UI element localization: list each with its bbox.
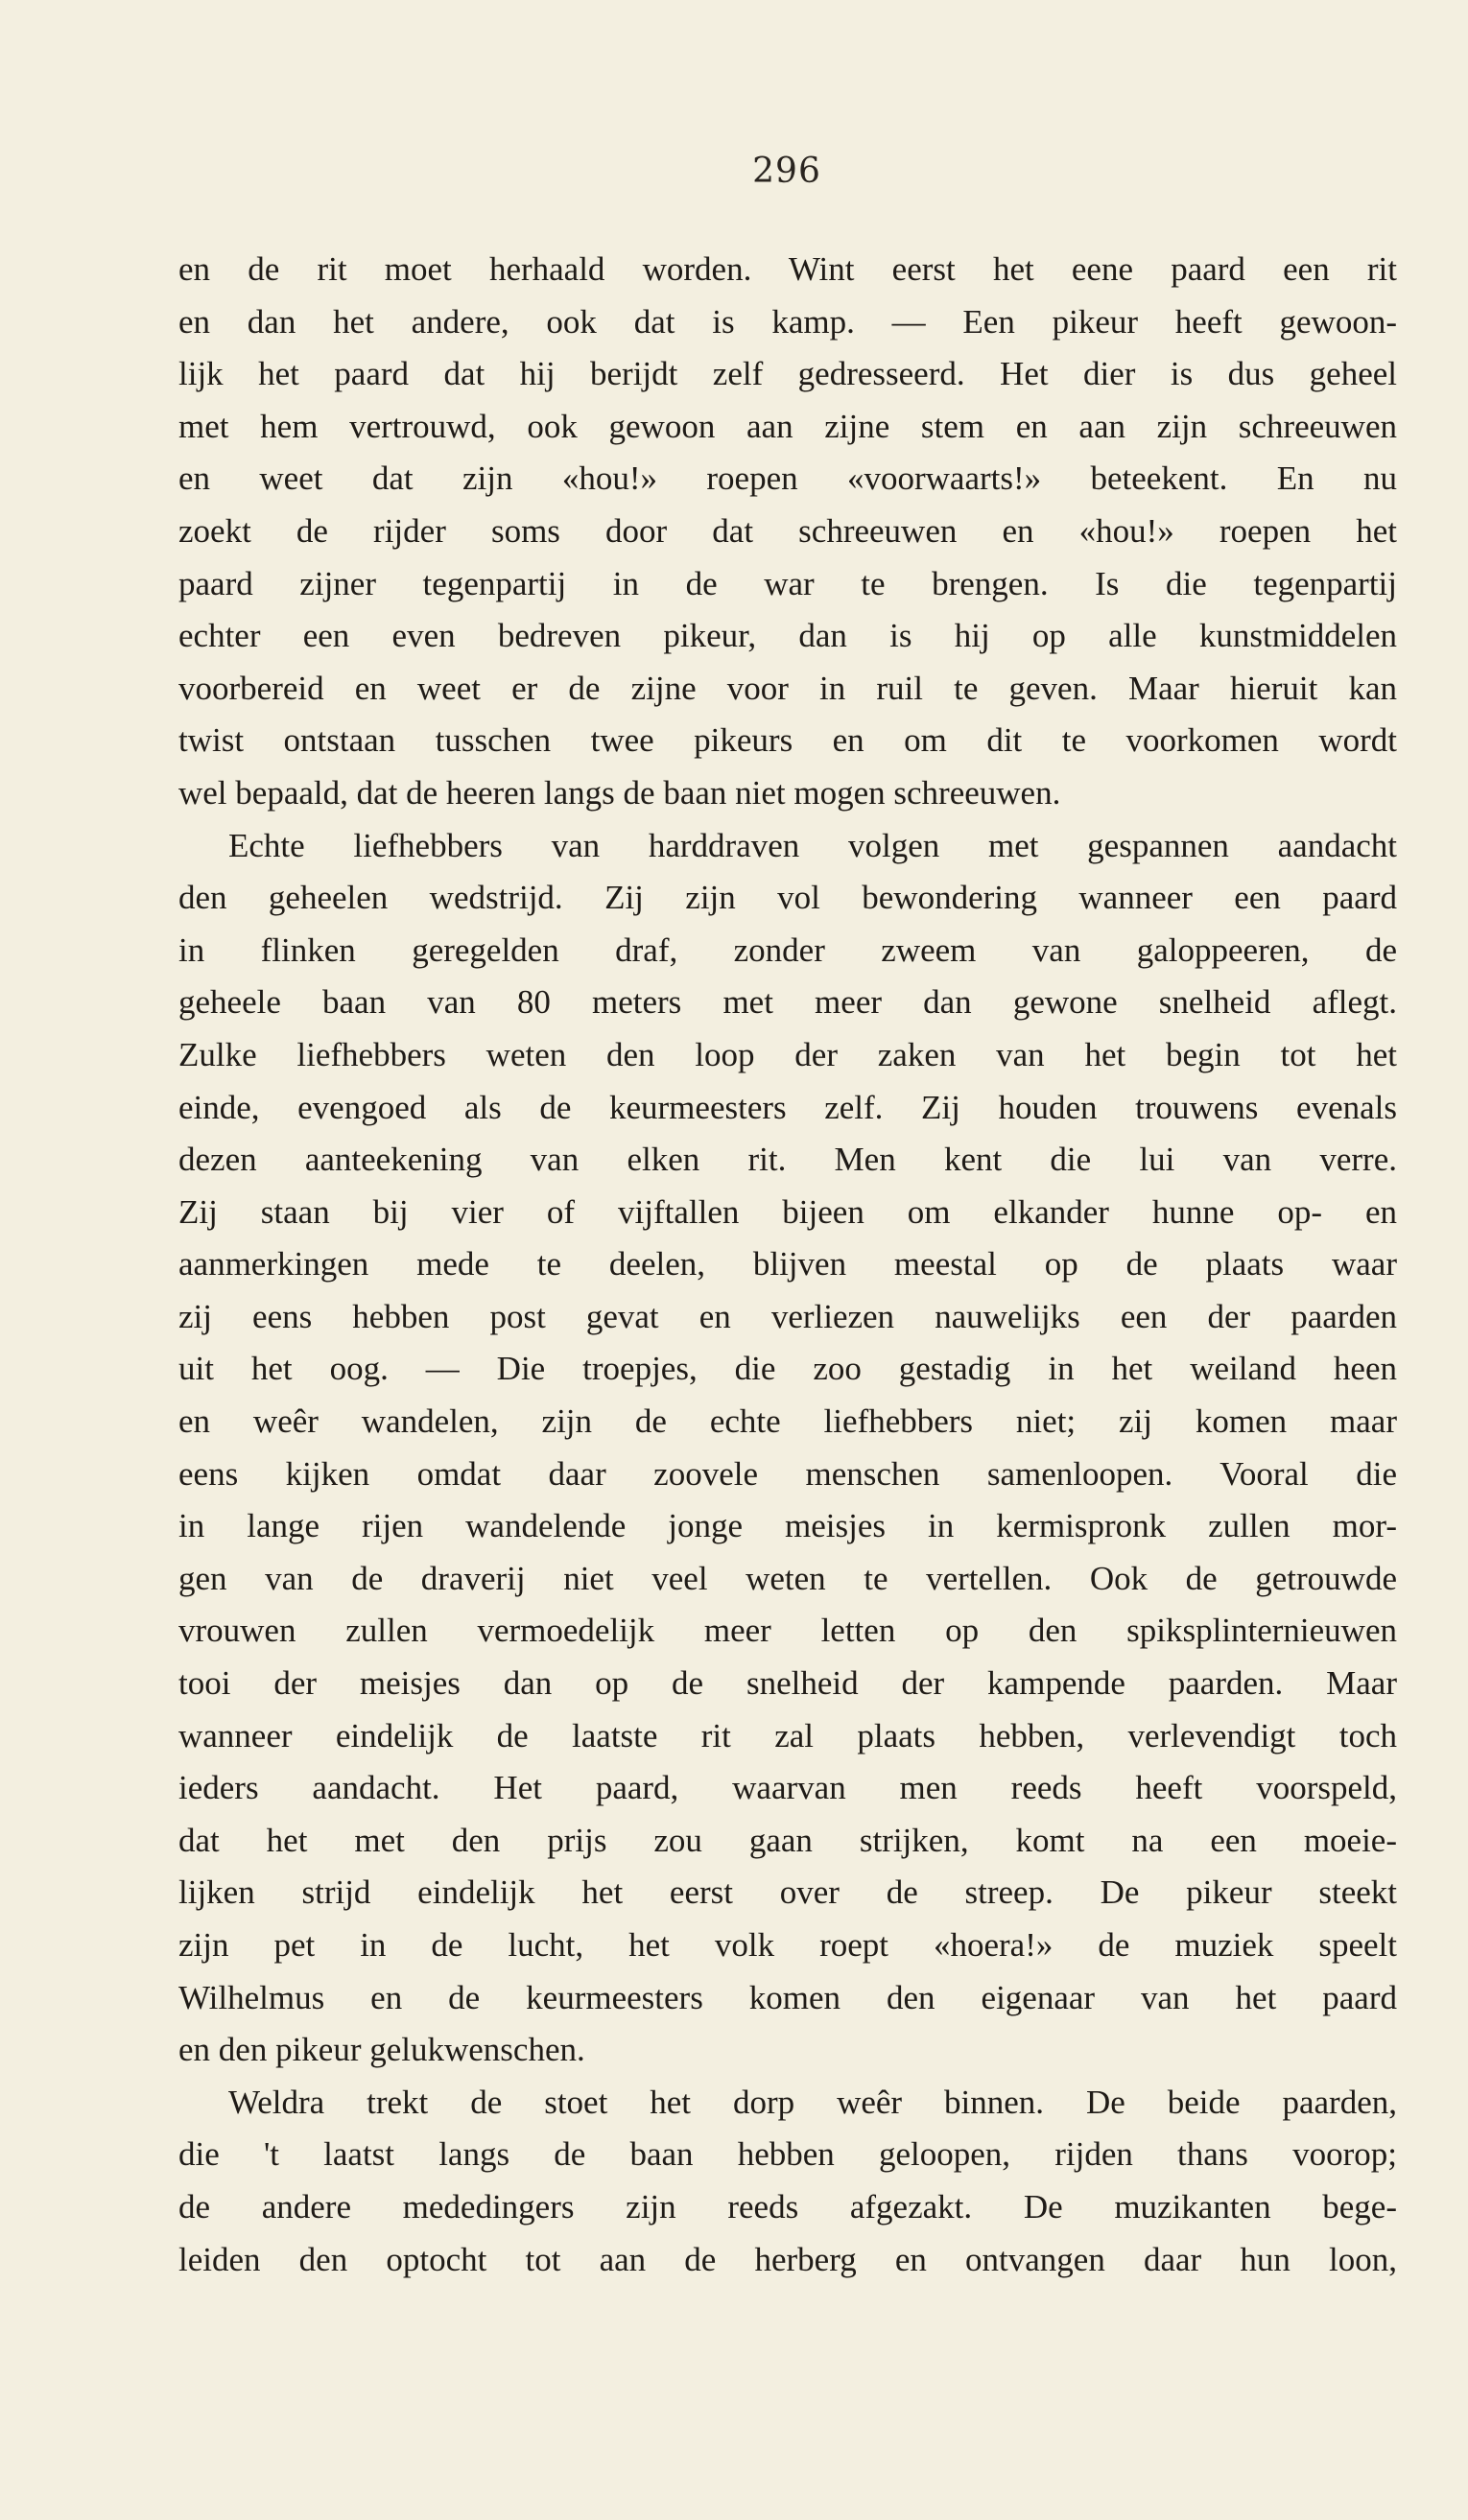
text-line: leiden den optocht tot aan de herberg en ontvangen daar hun loon, xyxy=(178,2240,1397,2278)
text-line: twist ontstaan tusschen twee pikeurs en om dit te voorkomen wordt xyxy=(178,721,1397,760)
text-line: Zulke liefhebbers weten den loop der zaken van het begin tot het xyxy=(178,1035,1397,1073)
text-line: Wilhelmus en de keurmeesters komen den eigenaar van het paard xyxy=(178,1978,1397,2016)
text-line: dat het met den prijs zou gaan strijken, komt na een moeie- xyxy=(178,1821,1397,1859)
paragraph xyxy=(178,2077,1397,2286)
text-line: eens kijken omdat daar zoovele menschen samenloopen. Vooral die xyxy=(178,1454,1397,1493)
text-line: Echte liefhebbers van harddraven volgen met gespannen aandacht xyxy=(228,826,1397,864)
text-line: geheele baan van 80 meters met meer dan gewone snelheid aflegt. xyxy=(178,983,1397,1022)
text-line: die 't laatst langs de baan hebben geloopen, rijden thans voorop; xyxy=(178,2135,1397,2174)
text-line: aanmerkingen mede te deelen, blijven meestal op de plaats waar xyxy=(178,1245,1397,1284)
text-line: Zij staan bij vier of vijftallen bijeen om elkander hunne op- en xyxy=(178,1192,1397,1231)
text-line: gen van de draverij niet veel weten te vertellen. Ook de getrouwde xyxy=(178,1559,1397,1597)
text-line: in flinken geregelden draf, zonder zweem van galoppeeren, de xyxy=(178,930,1397,969)
text-line: de andere mededingers zijn reeds afgezakt. De muzikanten bege- xyxy=(178,2187,1397,2226)
text-line: met hem vertrouwd, ook gewoon aan zijne stem en aan zijn schreeuwen xyxy=(178,407,1397,445)
text-line: Weldra trekt de stoet het dorp weêr binnen. De beide paarden, xyxy=(228,2083,1397,2121)
text-line: lijk het paard dat hij berijdt zelf gedresseerd. Het dier is dus geheel xyxy=(178,355,1397,393)
paragraph xyxy=(178,244,1397,820)
text-line: en dan het andere, ook dat is kamp. — Een pikeur heeft gewoon- xyxy=(178,302,1397,341)
text-line: en weêr wandelen, zijn de echte liefhebbers niet; zij komen maar xyxy=(178,1402,1397,1441)
paragraph xyxy=(178,820,1397,2077)
text-line: wel bepaald, dat de heeren langs de baan niet mogen schreeuwen. xyxy=(178,773,1061,812)
text-line: dezen aanteekening van elken rit. Men kent die lui van verre. xyxy=(178,1141,1397,1179)
text-line: paard zijner tegenpartij in de war te brengen. Is die tegenpartij xyxy=(178,564,1397,602)
text-line: uit het oog. — Die troepjes, die zoo gestadig in het weiland heen xyxy=(178,1350,1397,1388)
text-line: zijn pet in de lucht, het volk roept «hoera!» de muziek speelt xyxy=(178,1926,1397,1964)
text-line: ieders aandacht. Het paard, waarvan men reeds heeft voorspeld, xyxy=(178,1769,1397,1807)
text-line: einde, evengoed als de keurmeesters zelf. Zij houden trouwens evenals xyxy=(178,1088,1397,1126)
text-line: echter een even bedreven pikeur, dan is hij op alle kunstmiddelen xyxy=(178,617,1397,655)
text-line: in lange rijen wandelende jonge meisjes in kermispronk zullen mor- xyxy=(178,1507,1397,1545)
text-line: en de rit moet herhaald worden. Wint eerst het eene paard een rit xyxy=(178,250,1397,288)
text-line: zoekt de rijder soms door dat schreeuwen en «hou!» roepen het xyxy=(178,511,1397,550)
text-line: en weet dat zijn «hou!» roepen «voorwaarts!» beteekent. En nu xyxy=(178,459,1397,498)
text-line: vrouwen zullen vermoedelijk meer letten op den spiksplinternieuwen xyxy=(178,1612,1397,1650)
text-line: tooi der meisjes dan op de snelheid der kampende paarden. Maar xyxy=(178,1664,1397,1703)
text-line: voorbereid en weet er de zijne voor in ruil te geven. Maar hieruit kan xyxy=(178,669,1397,707)
text-line: wanneer eindelijk de laatste rit zal plaats hebben, verlevendigt toch xyxy=(178,1716,1397,1755)
text-line: en den pikeur gelukwenschen. xyxy=(178,2031,585,2069)
page-number: 296 xyxy=(752,152,821,191)
text-line: lijken strijd eindelijk het eerst over de streep. De pikeur steekt xyxy=(178,1873,1397,1912)
body-text xyxy=(178,244,1397,2286)
text-line: den geheelen wedstrijd. Zij zijn vol bewondering wanneer een paard xyxy=(178,879,1397,917)
text-line: zij eens hebben post gevat en verliezen nauwelijks een der paarden xyxy=(178,1297,1397,1335)
